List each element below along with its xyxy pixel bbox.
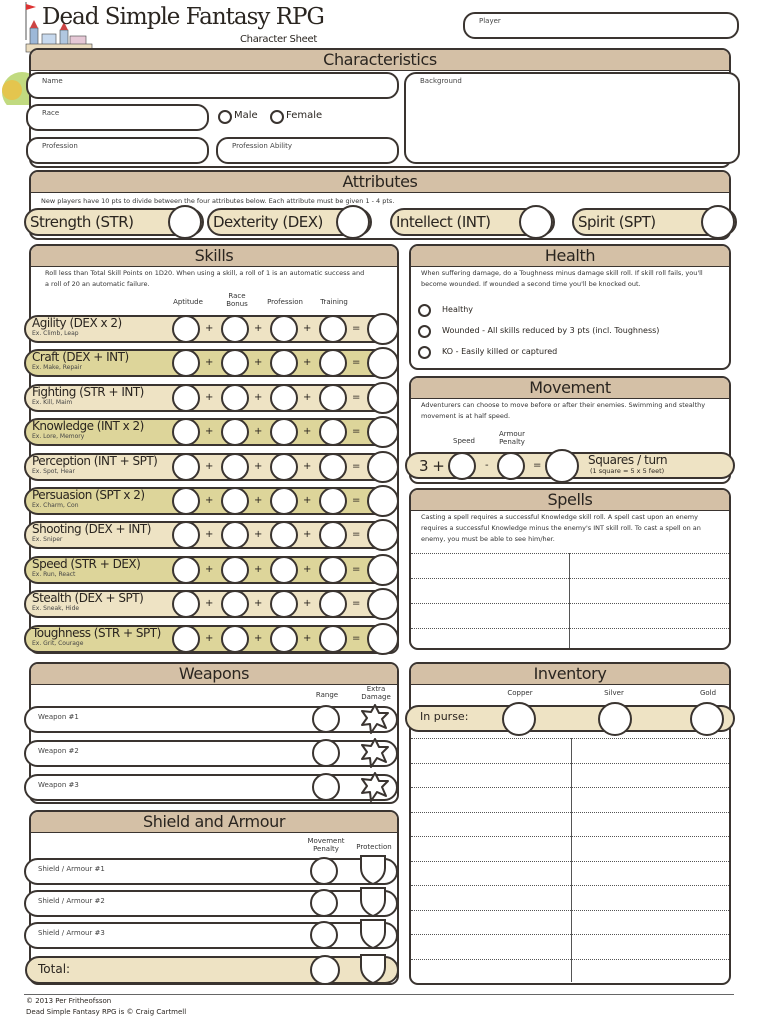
weapons-heading: Weapons: [31, 664, 397, 685]
skills-note: Roll less than Total Skill Points on 1D20. When using a skill, a roll of 1 is an automatic success and a roll of 20 an automatic failure.: [45, 269, 365, 288]
spell-line: [411, 578, 729, 579]
skill-value-circle[interactable]: [270, 418, 298, 446]
attributes-note: New players have 10 pts to divide between the four attributes below. Each attribute must be given 1 - 4 pts.: [41, 197, 395, 205]
skill-operator: =: [352, 426, 361, 438]
skill-value-circle[interactable]: [367, 623, 399, 655]
skill-operator: +: [303, 495, 312, 506]
col-gold: Gold: [699, 689, 717, 697]
health-state-radio[interactable]: [418, 346, 431, 359]
shield-total-bar: [25, 956, 399, 984]
protection-shield-icon[interactable]: [359, 886, 387, 918]
attributes-heading: Attributes: [31, 172, 729, 193]
attribute-label: Strength (STR): [30, 213, 134, 231]
skill-value-circle[interactable]: [172, 590, 200, 618]
skill-example: Ex. Make, Repair: [32, 364, 82, 372]
skill-operator: +: [254, 357, 263, 369]
skill-operator: +: [254, 563, 263, 575]
weapon-range-circle[interactable]: [312, 773, 340, 801]
inventory-line: [411, 812, 729, 813]
skill-value-circle[interactable]: [270, 453, 298, 481]
spell-divider: [569, 553, 570, 648]
col-extra-damage: Extra Damage: [361, 685, 391, 701]
race-field[interactable]: [26, 104, 209, 131]
skill-value-circle[interactable]: [319, 487, 347, 515]
skill-name: Knowledge (INT x 2): [32, 419, 144, 434]
extra-damage-star-icon[interactable]: [360, 738, 390, 768]
attribute-value-circle[interactable]: [519, 205, 553, 239]
health-heading: Health: [411, 246, 729, 267]
profession-field[interactable]: [26, 137, 209, 164]
spell-line: [411, 553, 729, 554]
shield-label: Shield / Armour #2: [38, 897, 105, 905]
health-state-radio[interactable]: [418, 325, 431, 338]
purse-label: In purse:: [420, 710, 469, 723]
skill-operator: +: [254, 460, 263, 472]
total-protection-shield-icon: [359, 953, 387, 985]
skill-name: Speed (STR + DEX): [32, 556, 141, 571]
skill-operator: =: [352, 529, 361, 541]
movement-penalty-circle[interactable]: [310, 857, 338, 885]
profession-ability-field[interactable]: [216, 137, 399, 164]
inventory-line: [411, 763, 729, 764]
col-movement-penalty: Movement Penalty: [307, 837, 345, 853]
skill-value-circle[interactable]: [319, 556, 347, 584]
armour-penalty-circle[interactable]: [497, 452, 525, 480]
shield-label: Shield / Armour #3: [38, 929, 105, 937]
inventory-divider: [571, 738, 572, 982]
profession-label: Profession: [42, 142, 78, 150]
movement-penalty-circle[interactable]: [310, 889, 338, 917]
col-copper: Copper: [507, 689, 533, 697]
characteristics-heading: Characteristics: [31, 50, 729, 71]
skill-name: Stealth (DEX + SPT): [32, 591, 144, 606]
col-race-bonus: Race Bonus: [226, 292, 248, 308]
col-speed: Speed: [453, 437, 475, 445]
profession-ability-label: Profession Ability: [232, 142, 293, 150]
copper-circle[interactable]: [502, 702, 536, 736]
skill-name: Toughness (STR + SPT): [32, 625, 161, 640]
spells-note: Casting a spell requires a successful Knowledge skill roll. A spell cast upon an enemy requires a successful Knowledge minus the enemy's INT skill roll. To cast a spell on an enemy, you must be able to see him/her.: [421, 513, 701, 543]
female-label: Female: [286, 110, 323, 121]
background-label: Background: [420, 77, 462, 85]
health-state-label: Wounded - All skills reduced by 3 pts (incl. Toughness): [442, 326, 660, 335]
skill-value-circle[interactable]: [221, 556, 249, 584]
skill-operator: +: [303, 391, 312, 403]
sheet-title: Dead Simple Fantasy RPG: [42, 4, 324, 30]
attribute-label: Spirit (SPT): [578, 213, 656, 231]
skill-value-circle[interactable]: [270, 590, 298, 618]
skill-value-circle[interactable]: [221, 418, 249, 446]
attribute-value-circle[interactable]: [168, 205, 202, 239]
squares-circle[interactable]: [545, 449, 579, 483]
skill-operator: +: [254, 598, 263, 610]
skill-operator: +: [303, 357, 312, 369]
skill-value-circle[interactable]: [319, 315, 347, 343]
spell-line: [411, 603, 729, 604]
race-label: Race: [42, 109, 60, 117]
footer-copyright: © 2013 Per Fritheofsson: [26, 997, 112, 1005]
attribute-value-circle[interactable]: [336, 205, 370, 239]
skill-operator: =: [352, 598, 361, 610]
col-armour-penalty: Armour Penalty: [499, 430, 525, 446]
movement-penalty-circle[interactable]: [310, 921, 338, 949]
skill-operator: +: [254, 632, 263, 644]
col-silver: Silver: [604, 689, 624, 697]
skill-value-circle[interactable]: [172, 625, 200, 653]
inventory-line: [411, 934, 729, 935]
skill-operator: +: [205, 632, 214, 644]
skill-value-circle[interactable]: [367, 485, 399, 517]
male-radio[interactable]: [218, 110, 232, 124]
skill-value-circle[interactable]: [221, 487, 249, 515]
skills-heading: Skills: [31, 246, 397, 267]
skill-value-circle[interactable]: [319, 453, 347, 481]
skill-name: Craft (DEX + INT): [32, 350, 129, 365]
shield-heading: Shield and Armour: [31, 812, 397, 833]
skill-operator: +: [254, 323, 263, 334]
skill-operator: +: [303, 598, 312, 610]
skill-operator: +: [303, 563, 312, 575]
weapon-range-circle[interactable]: [312, 705, 340, 733]
skill-operator: =: [352, 357, 361, 369]
col-profession: Profession: [267, 298, 303, 306]
skill-value-circle[interactable]: [172, 487, 200, 515]
extra-damage-star-icon[interactable]: [360, 772, 390, 802]
attribute-label: Dexterity (DEX): [213, 213, 323, 231]
col-protection: Protection: [356, 843, 392, 851]
skill-example: Ex. Run, React: [32, 570, 76, 578]
skill-value-circle[interactable]: [221, 384, 249, 412]
skill-operator: +: [205, 357, 214, 369]
attribute-value-circle[interactable]: [701, 205, 735, 239]
col-range: Range: [315, 691, 339, 699]
shield-label: Shield / Armour #1: [38, 865, 105, 873]
movement-base: 3 +: [419, 457, 445, 475]
spell-line: [411, 628, 729, 629]
extra-damage-star-icon[interactable]: [360, 704, 390, 734]
skill-operator: +: [303, 426, 312, 438]
skill-example: Ex. Kill, Maim: [32, 398, 73, 406]
footer-credit: Dead Simple Fantasy RPG is © Craig Cartmell: [26, 1008, 187, 1016]
background-field[interactable]: [404, 72, 740, 164]
inventory-line: [411, 910, 729, 911]
skill-value-circle[interactable]: [367, 588, 399, 620]
skill-value-circle[interactable]: [367, 313, 399, 345]
squares-note: (1 square = 5 x 5 feet): [590, 467, 665, 475]
skill-operator: +: [254, 391, 263, 403]
skill-value-circle[interactable]: [221, 590, 249, 618]
skill-example: Ex. Sneak, Hide: [32, 605, 80, 613]
skill-operator: +: [205, 563, 214, 575]
total-movement-circle[interactable]: [310, 955, 340, 985]
skill-name: Fighting (STR + INT): [32, 384, 144, 399]
weapon-range-circle[interactable]: [312, 739, 340, 767]
skill-operator: +: [303, 323, 312, 334]
skill-operator: =: [352, 460, 361, 472]
gold-circle[interactable]: [690, 702, 724, 736]
skill-value-circle[interactable]: [367, 554, 399, 586]
skill-value-circle[interactable]: [172, 556, 200, 584]
protection-shield-icon[interactable]: [359, 918, 387, 950]
shield-total-label: Total:: [38, 962, 71, 976]
weapon-row[interactable]: [24, 706, 398, 733]
skill-operator: +: [205, 426, 214, 438]
speed-circle[interactable]: [448, 452, 476, 480]
skill-operator: +: [205, 598, 214, 610]
skill-operator: +: [303, 632, 312, 644]
skill-example: Ex. Sniper: [32, 536, 63, 544]
skill-operator: +: [303, 529, 312, 541]
movement-minus: -: [485, 460, 489, 471]
footer-divider: [24, 994, 734, 995]
skill-value-circle[interactable]: [172, 384, 200, 412]
skill-value-circle[interactable]: [367, 451, 399, 483]
skill-name: Persuasion (SPT x 2): [32, 488, 145, 502]
skill-example: Ex. Climb, Leap: [32, 330, 79, 337]
attribute-label: Intellect (INT): [396, 213, 491, 231]
inventory-line: [411, 836, 729, 837]
movement-heading: Movement: [411, 378, 729, 399]
skill-operator: +: [254, 495, 263, 506]
skill-operator: +: [205, 495, 214, 506]
name-field[interactable]: [26, 72, 399, 99]
skill-value-circle[interactable]: [270, 556, 298, 584]
silver-circle[interactable]: [598, 702, 632, 736]
spells-heading: Spells: [411, 490, 729, 511]
skill-value-circle[interactable]: [367, 382, 399, 414]
health-state-radio[interactable]: [418, 304, 431, 317]
skill-operator: =: [352, 391, 361, 403]
skill-example: Ex. Spot, Hear: [32, 467, 75, 475]
inventory-line: [411, 959, 729, 960]
health-note: When suffering damage, do a Toughness minus damage skill roll. If skill roll fails, you'll become wounded. If wounded a second time you'll be knocked out.: [421, 269, 703, 288]
skill-value-circle[interactable]: [319, 384, 347, 412]
name-label: Name: [42, 77, 63, 85]
skill-example: Ex. Charm, Con: [32, 502, 79, 509]
skill-operator: =: [352, 563, 361, 575]
skill-value-circle[interactable]: [319, 590, 347, 618]
skill-value-circle[interactable]: [221, 625, 249, 653]
skill-value-circle[interactable]: [270, 384, 298, 412]
skill-value-circle[interactable]: [221, 315, 249, 343]
female-radio[interactable]: [270, 110, 284, 124]
spells-panel: [409, 488, 731, 650]
movement-note: Adventurers can choose to move before or after their enemies. Swimming and stealthy movement is at half speed.: [421, 401, 706, 420]
player-field[interactable]: [463, 12, 739, 39]
weapon-row[interactable]: [24, 774, 398, 801]
skill-value-circle[interactable]: [270, 315, 298, 343]
skill-value-circle[interactable]: [319, 418, 347, 446]
movement-equals: =: [533, 460, 542, 471]
skill-value-circle[interactable]: [270, 625, 298, 653]
skill-operator: =: [352, 632, 361, 644]
health-state-label: Healthy: [442, 305, 474, 314]
male-label: Male: [234, 110, 258, 121]
col-training: Training: [320, 298, 348, 306]
skill-operator: +: [254, 426, 263, 438]
skill-value-circle[interactable]: [172, 315, 200, 343]
skill-name: Shooting (DEX + INT): [32, 522, 151, 537]
skill-operator: +: [303, 460, 312, 472]
col-aptitude: Aptitude: [173, 298, 203, 306]
skill-example: Ex. Lore, Memory: [32, 433, 85, 441]
inventory-line: [411, 885, 729, 886]
skill-operator: +: [205, 391, 214, 403]
skill-operator: +: [205, 529, 214, 541]
weapon-label: Weapon #1: [38, 713, 79, 721]
health-state-label: KO - Easily killed or captured: [442, 347, 558, 356]
skill-value-circle[interactable]: [221, 453, 249, 481]
player-label: Player: [479, 17, 501, 25]
weapon-row[interactable]: [24, 740, 398, 767]
inventory-line: [411, 787, 729, 788]
skill-operator: +: [205, 323, 214, 334]
sheet-subtitle: Character Sheet: [240, 34, 317, 45]
skill-operator: +: [254, 529, 263, 541]
inventory-heading: Inventory: [411, 664, 729, 685]
skill-value-circle[interactable]: [270, 487, 298, 515]
skill-operator: =: [352, 495, 361, 506]
skill-value-circle[interactable]: [172, 418, 200, 446]
skill-operator: =: [352, 323, 361, 334]
weapon-label: Weapon #3: [38, 781, 79, 789]
skill-name: Agility (DEX x 2): [32, 316, 122, 330]
skill-name: Perception (INT + SPT): [32, 453, 158, 468]
skill-example: Ex. Grit, Courage: [32, 639, 84, 647]
weapon-label: Weapon #2: [38, 747, 79, 755]
skill-value-circle[interactable]: [367, 416, 399, 448]
inventory-line: [411, 861, 729, 862]
skill-value-circle[interactable]: [172, 453, 200, 481]
skill-value-circle[interactable]: [319, 625, 347, 653]
inventory-line: [411, 738, 729, 739]
skill-operator: +: [205, 460, 214, 472]
protection-shield-icon[interactable]: [359, 854, 387, 886]
squares-label: Squares / turn: [588, 453, 668, 467]
